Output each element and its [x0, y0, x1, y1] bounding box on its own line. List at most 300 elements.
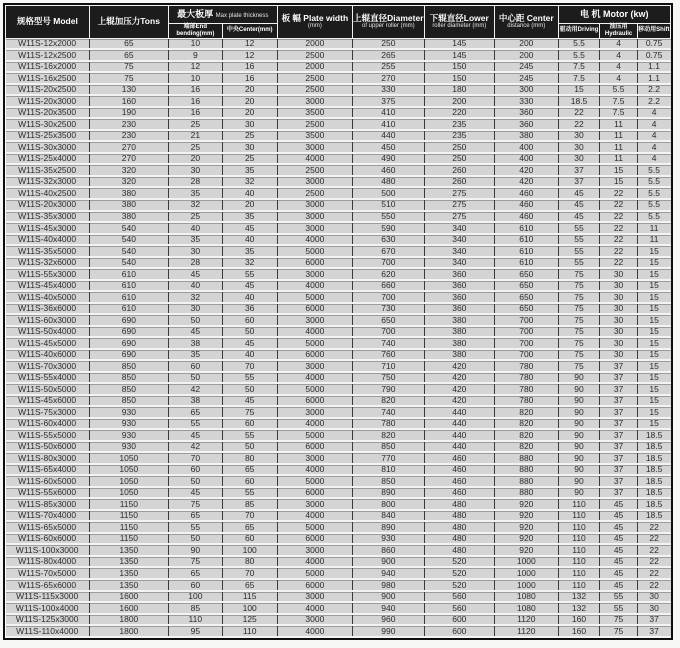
cell-model: W11S-60x3000: [6, 314, 90, 326]
cell-motor-shift: 2.2: [637, 84, 670, 96]
table-row: [6, 418, 671, 430]
cell-center-distance: 650: [495, 291, 559, 303]
table-row: [6, 521, 671, 533]
cell-motor-shift: 2.2: [637, 95, 670, 107]
cell-center-thickness: 115: [222, 591, 277, 603]
cell-upper-roller-dia: 700: [353, 291, 424, 303]
cell-center-distance: 1000: [495, 567, 559, 579]
table-row: [6, 314, 671, 326]
header-model: [6, 6, 90, 39]
cell-motor-driving: 110: [558, 567, 600, 579]
cell-lower-roller-dia: 480: [424, 521, 494, 533]
table-row: [6, 257, 671, 269]
cell-tons: 270: [89, 141, 168, 153]
cell-motor-driving: 30: [558, 130, 600, 142]
cell-motor-driving: 90: [558, 475, 600, 487]
cell-motor-hydraulic: 45: [600, 544, 637, 556]
cell-motor-driving: 90: [558, 395, 600, 407]
cell-upper-roller-dia: 960: [353, 614, 424, 626]
cell-center-thickness: 60: [222, 533, 277, 545]
cell-lower-roller-dia: 520: [424, 556, 494, 568]
table-row: [6, 61, 671, 73]
cell-motor-driving: 90: [558, 418, 600, 430]
cell-tons: 1600: [89, 591, 168, 603]
cell-motor-driving: 110: [558, 533, 600, 545]
cell-plate-width: 6000: [277, 441, 352, 453]
cell-lower-roller-dia: 560: [424, 591, 494, 603]
cell-model: W11S-45x6000: [6, 395, 90, 407]
cell-center-distance: 460: [495, 211, 559, 223]
cell-center-thickness: 50: [222, 441, 277, 453]
cell-center-distance: 610: [495, 234, 559, 246]
header-lower-roller-line2: roller diameter (mm): [432, 23, 487, 30]
cell-center-thickness: 55: [222, 268, 277, 280]
cell-upper-roller-dia: 460: [353, 164, 424, 176]
cell-lower-roller-dia: 480: [424, 533, 494, 545]
cell-lower-roller-dia: 275: [424, 211, 494, 223]
cell-center-distance: 610: [495, 222, 559, 234]
cell-tons: 1350: [89, 567, 168, 579]
cell-center-thickness: 80: [222, 556, 277, 568]
cell-motor-driving: 75: [558, 326, 600, 338]
cell-motor-hydraulic: 37: [600, 395, 637, 407]
cell-motor-hydraulic: 37: [600, 464, 637, 476]
cell-motor-driving: 110: [558, 556, 600, 568]
cell-lower-roller-dia: 480: [424, 510, 494, 522]
cell-model: W11S-80x3000: [6, 452, 90, 464]
cell-plate-width: 2500: [277, 84, 352, 96]
cell-motor-hydraulic: 37: [600, 360, 637, 372]
cell-motor-hydraulic: 45: [600, 579, 637, 591]
cell-end-bending: 32: [168, 199, 222, 211]
cell-center-thickness: 45: [222, 337, 277, 349]
cell-center-distance: 880: [495, 464, 559, 476]
cell-plate-width: 5000: [277, 521, 352, 533]
cell-center-thickness: 36: [222, 303, 277, 315]
cell-lower-roller-dia: 380: [424, 326, 494, 338]
cell-tons: 690: [89, 337, 168, 349]
table-row: [6, 222, 671, 234]
cell-center-thickness: 50: [222, 326, 277, 338]
cell-upper-roller-dia: 760: [353, 349, 424, 361]
cell-motor-shift: 18.5: [637, 510, 670, 522]
cell-upper-roller-dia: 450: [353, 141, 424, 153]
header-plate-width-line1: 板 幅 Plate width: [281, 12, 349, 23]
cell-model: W11S-110x4000: [6, 625, 90, 637]
cell-upper-roller-dia: 500: [353, 187, 424, 199]
cell-upper-roller-dia: 890: [353, 521, 424, 533]
cell-motor-driving: 132: [558, 591, 600, 603]
cell-motor-hydraulic: 75: [600, 625, 637, 637]
cell-motor-driving: 110: [558, 498, 600, 510]
spec-table: [5, 5, 671, 638]
cell-plate-width: 4000: [277, 556, 352, 568]
cell-end-bending: 95: [168, 625, 222, 637]
cell-motor-shift: 15: [637, 337, 670, 349]
table-row: [6, 567, 671, 579]
cell-center-thickness: 16: [222, 61, 277, 73]
cell-motor-shift: 15: [637, 303, 670, 315]
table-row: [6, 234, 671, 246]
cell-model: W11S-25x4000: [6, 153, 90, 165]
cell-end-bending: 30: [168, 164, 222, 176]
cell-tons: 850: [89, 395, 168, 407]
cell-lower-roller-dia: 460: [424, 475, 494, 487]
cell-motor-shift: 4: [637, 107, 670, 119]
table-row: [6, 49, 671, 61]
cell-end-bending: 10: [168, 38, 222, 49]
cell-end-bending: 35: [168, 349, 222, 361]
cell-lower-roller-dia: 180: [424, 84, 494, 96]
cell-plate-width: 4000: [277, 280, 352, 292]
cell-model: W11S-32x6000: [6, 257, 90, 269]
cell-motor-driving: 90: [558, 372, 600, 384]
cell-lower-roller-dia: 340: [424, 257, 494, 269]
cell-center-distance: 360: [495, 107, 559, 119]
cell-end-bending: 45: [168, 326, 222, 338]
cell-plate-width: 6000: [277, 487, 352, 499]
cell-center-thickness: 110: [222, 625, 277, 637]
cell-upper-roller-dia: 850: [353, 475, 424, 487]
cell-lower-roller-dia: 250: [424, 153, 494, 165]
spec-sheet: [3, 3, 673, 640]
cell-center-thickness: 45: [222, 280, 277, 292]
header-max-thickness-cn: 最大板厚: [177, 9, 214, 20]
cell-tons: 930: [89, 429, 168, 441]
cell-upper-roller-dia: 440: [353, 130, 424, 142]
cell-motor-driving: 55: [558, 222, 600, 234]
cell-end-bending: 25: [168, 141, 222, 153]
cell-motor-hydraulic: 30: [600, 291, 637, 303]
cell-motor-hydraulic: 45: [600, 556, 637, 568]
cell-lower-roller-dia: 520: [424, 567, 494, 579]
cell-tons: 1150: [89, 533, 168, 545]
cell-center-distance: 880: [495, 487, 559, 499]
table-row: [6, 326, 671, 338]
header-plate-width: [277, 6, 352, 39]
cell-upper-roller-dia: 250: [353, 38, 424, 49]
cell-motor-shift: 22: [637, 521, 670, 533]
table-row: [6, 395, 671, 407]
cell-motor-hydraulic: 11: [600, 141, 637, 153]
cell-tons: 1050: [89, 475, 168, 487]
cell-motor-driving: 45: [558, 187, 600, 199]
cell-lower-roller-dia: 145: [424, 38, 494, 49]
cell-center-thickness: 30: [222, 141, 277, 153]
cell-motor-hydraulic: 45: [600, 533, 637, 545]
cell-motor-driving: 7.5: [558, 72, 600, 84]
cell-motor-shift: 4: [637, 141, 670, 153]
cell-model: W11S-45x4000: [6, 280, 90, 292]
cell-center-distance: 820: [495, 441, 559, 453]
cell-center-thickness: 70: [222, 360, 277, 372]
cell-lower-roller-dia: 275: [424, 199, 494, 211]
cell-model: W11S-75x3000: [6, 406, 90, 418]
cell-center-distance: 880: [495, 475, 559, 487]
cell-end-bending: 20: [168, 153, 222, 165]
cell-tons: 130: [89, 84, 168, 96]
cell-plate-width: 2000: [277, 38, 352, 49]
cell-motor-driving: 90: [558, 487, 600, 499]
cell-plate-width: 3000: [277, 314, 352, 326]
cell-end-bending: 75: [168, 556, 222, 568]
cell-end-bending: 9: [168, 49, 222, 61]
cell-model: W11S-40x5000: [6, 291, 90, 303]
cell-motor-driving: 110: [558, 579, 600, 591]
cell-upper-roller-dia: 330: [353, 84, 424, 96]
cell-motor-hydraulic: 45: [600, 521, 637, 533]
cell-tons: 850: [89, 383, 168, 395]
cell-model: W11S-65x4000: [6, 464, 90, 476]
header-motor-hydraulic: 油压用Hydraulic: [600, 24, 637, 39]
cell-end-bending: 10: [168, 72, 222, 84]
cell-center-thickness: 16: [222, 72, 277, 84]
cell-motor-shift: 15: [637, 383, 670, 395]
cell-motor-shift: 37: [637, 625, 670, 637]
cell-motor-hydraulic: 55: [600, 591, 637, 603]
cell-lower-roller-dia: 460: [424, 487, 494, 499]
cell-lower-roller-dia: 360: [424, 291, 494, 303]
cell-tons: 1800: [89, 625, 168, 637]
cell-plate-width: 4000: [277, 153, 352, 165]
table-row: [6, 303, 671, 315]
cell-model: W11S-20x2500: [6, 84, 90, 96]
cell-motor-hydraulic: 22: [600, 257, 637, 269]
cell-tons: 1350: [89, 579, 168, 591]
cell-plate-width: 3000: [277, 176, 352, 188]
cell-tons: 850: [89, 360, 168, 372]
cell-end-bending: 85: [168, 602, 222, 614]
cell-lower-roller-dia: 340: [424, 234, 494, 246]
cell-motor-shift: 5.5: [637, 199, 670, 211]
cell-end-bending: 100: [168, 591, 222, 603]
cell-lower-roller-dia: 420: [424, 395, 494, 407]
cell-tons: 1050: [89, 464, 168, 476]
cell-model: W11S-115x3000: [6, 591, 90, 603]
cell-upper-roller-dia: 940: [353, 602, 424, 614]
cell-motor-driving: 75: [558, 268, 600, 280]
cell-center-thickness: 45: [222, 222, 277, 234]
cell-tons: 610: [89, 291, 168, 303]
cell-lower-roller-dia: 340: [424, 245, 494, 257]
cell-motor-driving: 22: [558, 118, 600, 130]
cell-center-thickness: 20: [222, 84, 277, 96]
cell-model: W11S-100x4000: [6, 602, 90, 614]
cell-lower-roller-dia: 440: [424, 418, 494, 430]
cell-motor-shift: 1.1: [637, 72, 670, 84]
cell-motor-shift: 15: [637, 372, 670, 384]
cell-center-thickness: 65: [222, 464, 277, 476]
cell-upper-roller-dia: 810: [353, 464, 424, 476]
cell-tons: 930: [89, 418, 168, 430]
cell-lower-roller-dia: 150: [424, 61, 494, 73]
cell-center-distance: 200: [495, 49, 559, 61]
cell-tons: 1150: [89, 510, 168, 522]
table-row: [6, 614, 671, 626]
cell-center-thickness: 30: [222, 118, 277, 130]
cell-center-distance: 920: [495, 498, 559, 510]
cell-model: W11S-60x4000: [6, 418, 90, 430]
cell-motor-hydraulic: 11: [600, 130, 637, 142]
table-row: [6, 153, 671, 165]
cell-center-thickness: 35: [222, 164, 277, 176]
cell-motor-driving: 75: [558, 314, 600, 326]
cell-motor-driving: 55: [558, 234, 600, 246]
cell-motor-hydraulic: 4: [600, 61, 637, 73]
cell-end-bending: 32: [168, 291, 222, 303]
cell-motor-shift: 15: [637, 360, 670, 372]
cell-lower-roller-dia: 600: [424, 614, 494, 626]
cell-tons: 1350: [89, 556, 168, 568]
cell-motor-shift: 15: [637, 395, 670, 407]
cell-motor-shift: 22: [637, 533, 670, 545]
cell-end-bending: 42: [168, 383, 222, 395]
cell-tons: 75: [89, 61, 168, 73]
cell-motor-shift: 11: [637, 222, 670, 234]
cell-upper-roller-dia: 850: [353, 441, 424, 453]
cell-end-bending: 28: [168, 257, 222, 269]
table-row: [6, 38, 671, 49]
cell-end-bending: 65: [168, 567, 222, 579]
cell-model: W11S-65x6000: [6, 579, 90, 591]
header-center-distance: [495, 6, 559, 39]
cell-motor-shift: 15: [637, 245, 670, 257]
cell-motor-shift: 22: [637, 544, 670, 556]
cell-motor-shift: 30: [637, 602, 670, 614]
cell-motor-hydraulic: 30: [600, 280, 637, 292]
cell-center-distance: 420: [495, 176, 559, 188]
cell-center-distance: 650: [495, 303, 559, 315]
cell-motor-hydraulic: 75: [600, 614, 637, 626]
cell-lower-roller-dia: 220: [424, 107, 494, 119]
cell-center-thickness: 35: [222, 211, 277, 223]
cell-tons: 270: [89, 153, 168, 165]
cell-model: W11S-25x3500: [6, 130, 90, 142]
cell-end-bending: 65: [168, 510, 222, 522]
cell-plate-width: 5000: [277, 567, 352, 579]
cell-tons: 610: [89, 268, 168, 280]
cell-plate-width: 3000: [277, 95, 352, 107]
header-end-bending: 端部End bending(mm): [168, 24, 222, 39]
cell-motor-driving: 132: [558, 602, 600, 614]
cell-motor-shift: 4: [637, 118, 670, 130]
cell-model: W11S-16x2000: [6, 61, 90, 73]
cell-plate-width: 3000: [277, 211, 352, 223]
cell-plate-width: 5000: [277, 475, 352, 487]
cell-tons: 1050: [89, 487, 168, 499]
cell-motor-driving: 18.5: [558, 95, 600, 107]
table-row: [6, 337, 671, 349]
cell-motor-hydraulic: 4: [600, 38, 637, 49]
cell-lower-roller-dia: 460: [424, 464, 494, 476]
cell-lower-roller-dia: 260: [424, 164, 494, 176]
cell-model: W11S-40x2500: [6, 187, 90, 199]
header-center-thickness: 中央Center(mm): [222, 24, 277, 39]
cell-lower-roller-dia: 420: [424, 383, 494, 395]
cell-end-bending: 75: [168, 498, 222, 510]
cell-plate-width: 2500: [277, 72, 352, 84]
cell-lower-roller-dia: 480: [424, 544, 494, 556]
cell-motor-hydraulic: 37: [600, 441, 637, 453]
table-row: [6, 579, 671, 591]
cell-center-thickness: 32: [222, 176, 277, 188]
cell-upper-roller-dia: 780: [353, 418, 424, 430]
cell-plate-width: 3000: [277, 222, 352, 234]
cell-plate-width: 6000: [277, 257, 352, 269]
cell-lower-roller-dia: 440: [424, 441, 494, 453]
cell-plate-width: 2500: [277, 118, 352, 130]
cell-plate-width: 6000: [277, 533, 352, 545]
header-plate-width-line2: (mm): [307, 23, 322, 30]
cell-center-distance: 400: [495, 141, 559, 153]
cell-upper-roller-dia: 490: [353, 153, 424, 165]
cell-center-thickness: 25: [222, 153, 277, 165]
cell-center-distance: 780: [495, 360, 559, 372]
cell-model: W11S-100x3000: [6, 544, 90, 556]
cell-plate-width: 3000: [277, 452, 352, 464]
cell-end-bending: 30: [168, 303, 222, 315]
table-row: [6, 291, 671, 303]
cell-lower-roller-dia: 380: [424, 314, 494, 326]
header-upper-roller-line1: 上辊直径Diameter: [353, 12, 424, 23]
cell-upper-roller-dia: 820: [353, 395, 424, 407]
cell-motor-hydraulic: 11: [600, 118, 637, 130]
cell-upper-roller-dia: 410: [353, 107, 424, 119]
cell-center-distance: 700: [495, 337, 559, 349]
cell-center-thickness: 100: [222, 544, 277, 556]
cell-model: W11S-16x2500: [6, 72, 90, 84]
table-row: [6, 544, 671, 556]
cell-center-distance: 1120: [495, 625, 559, 637]
cell-plate-width: 3000: [277, 268, 352, 280]
cell-lower-roller-dia: 340: [424, 222, 494, 234]
cell-motor-driving: 22: [558, 107, 600, 119]
cell-model: W11S-70x4000: [6, 510, 90, 522]
cell-motor-driving: 55: [558, 257, 600, 269]
cell-center-distance: 650: [495, 268, 559, 280]
cell-lower-roller-dia: 380: [424, 337, 494, 349]
cell-motor-hydraulic: 30: [600, 337, 637, 349]
cell-motor-shift: 18.5: [637, 487, 670, 499]
table-row: [6, 199, 671, 211]
cell-end-bending: 35: [168, 187, 222, 199]
cell-center-thickness: 100: [222, 602, 277, 614]
cell-upper-roller-dia: 750: [353, 372, 424, 384]
cell-motor-shift: 4: [637, 130, 670, 142]
cell-motor-hydraulic: 30: [600, 268, 637, 280]
cell-upper-roller-dia: 510: [353, 199, 424, 211]
table-row: [6, 107, 671, 119]
cell-upper-roller-dia: 740: [353, 337, 424, 349]
cell-motor-driving: 55: [558, 245, 600, 257]
cell-motor-hydraulic: 7.5: [600, 107, 637, 119]
cell-motor-hydraulic: 30: [600, 303, 637, 315]
cell-center-distance: 880: [495, 452, 559, 464]
cell-upper-roller-dia: 890: [353, 487, 424, 499]
cell-motor-driving: 90: [558, 452, 600, 464]
cell-model: W11S-32x3000: [6, 176, 90, 188]
table-row: [6, 591, 671, 603]
cell-motor-driving: 45: [558, 199, 600, 211]
table-row: [6, 245, 671, 257]
cell-lower-roller-dia: 440: [424, 406, 494, 418]
cell-tons: 1150: [89, 498, 168, 510]
cell-center-distance: 300: [495, 84, 559, 96]
cell-model: W11S-20x3500: [6, 107, 90, 119]
cell-plate-width: 4000: [277, 625, 352, 637]
cell-motor-hydraulic: 37: [600, 475, 637, 487]
cell-motor-hydraulic: 45: [600, 567, 637, 579]
